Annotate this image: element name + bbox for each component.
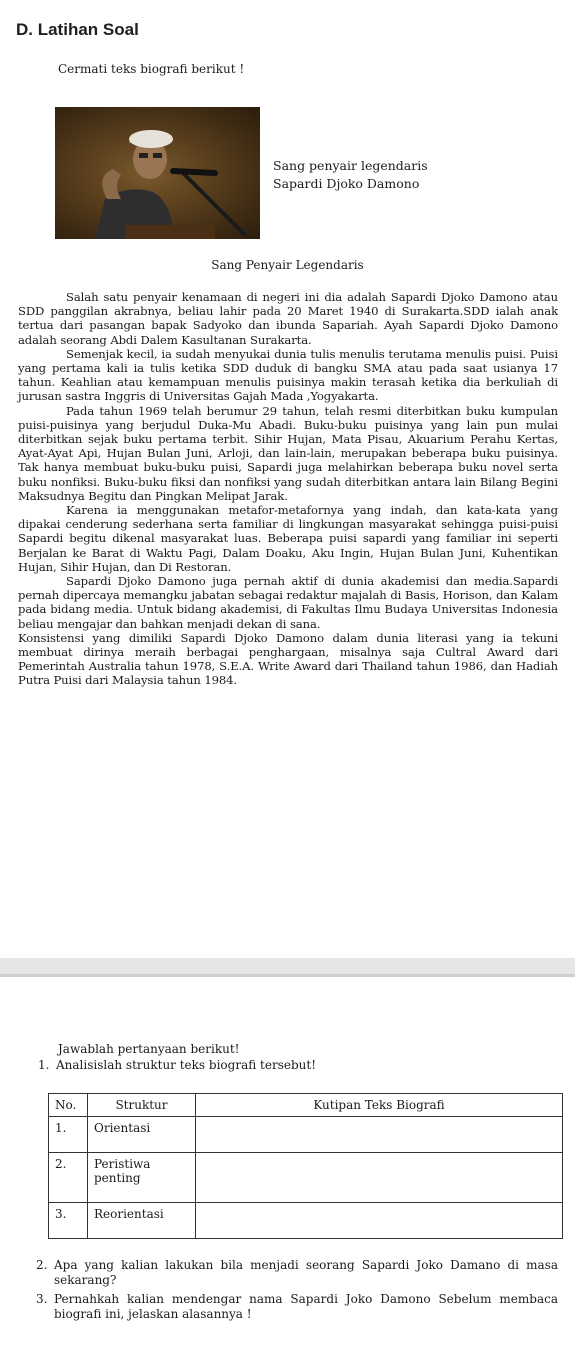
paragraph: Semenjak kecil, ia sudah menyukai dunia tulis menulis terutama menulis puisi. Puisi yang pertama kali ia tulis ketika SDD duduk di bangku SMA atau pada saat usianya 17 tahun. Keahlian atau kemampuan menulis puisinya makin terasah ketika dia berkuliah di jurusan sastra Inggris di Universitas Gajah Mada ,Yogyakarta. (18, 346, 558, 404)
paragraph: Pada tahun 1969 telah berumur 29 tahun, telah resmi diterbitkan buku kumpulan puisi-puisinya yang berjudul Duka-Mu Abadi. Buku-buku puisinya yang lain pun mulai diterbitkan sejak buku pertama terbit. Sihir Hujan, Mata Pisau, Akuarium Perahu Kertas, Ayat-Ayat Api, Hujan Bulan Juni, Arloji, dan lain-lain, merupakan beberapa buku puisinya. Tak hanya membuat buku-buku puisi, Sapardi juga melahirkan beberapa buku novel serta buku nonfiksi. Buku-buku fiksi dan nonfiksi yang sudah diterbitkan antara lain Bilang Begini Maksudnya Begitu dan Pingkan Melipat Jarak. (18, 403, 558, 503)
poet-photo (55, 107, 260, 239)
paragraph: Salah satu penyair kenamaan di negeri ini dia adalah Sapardi Djoko Damono atau SDD panggilan akrabnya, beliau lahir pada 20 Maret 1940 di Surakarta.SDD ialah anak tertua dari pasangan bapak Sadyoko dan ibunda Sapariah. Ayah Sapardi Djoko Damono adalah seorang Abdi Dalem Kasultanan Surakarta. (18, 290, 558, 347)
biography-text (18, 290, 558, 688)
question-1 (38, 1058, 316, 1072)
cell-kutipan[interactable] (196, 1117, 563, 1153)
question-text: Pernahkah kalian mendengar nama Sapardi Joko Damono Sebelum membaca biografi ini, jelaskan alasannya ! (54, 1292, 558, 1321)
question-number: 1. (38, 1058, 50, 1072)
question-number: 3. (36, 1292, 48, 1306)
structure-table (48, 1093, 563, 1239)
question-text: Analisislah struktur teks biografi tersebut! (56, 1058, 317, 1072)
intro-text: Cermati teks biografi berikut ! (58, 62, 245, 76)
cell-no: 3. (49, 1203, 88, 1239)
table-row (49, 1153, 563, 1203)
table-row (49, 1117, 563, 1153)
table-row (49, 1203, 563, 1239)
paragraph: Konsistensi yang dimiliki Sapardi Djoko Damono dalam dunia literasi yang ia tekuni membuat dirinya meraih berbagai penghargaan, misalnya saja Cultral Award dari Pemerintah Australia tahun 1978, S.E.A. Write Award dari Thailand tahun 1986, dan Hadiah Putra Puisi dari Malaysia tahun 1984. (18, 630, 558, 688)
cell-no: 2. (49, 1153, 88, 1203)
question-text: Apa yang kalian lakukan bila menjadi seorang Sapardi Joko Damano di masa sekarang? (54, 1258, 558, 1287)
question-2 (36, 1258, 558, 1288)
paragraph: Sapardi Djoko Damono juga pernah aktif di dunia akademisi dan media.Sapardi pernah dipercaya memangku jabatan sebagai redaktur majalah di Basis, Horison, dan Kalam pada bidang media. Untuk bidang akademisi, di Fakultas Ilmu Budaya Universitas Indonesia beliau mengajar dan bahkan menjadi dekan di sana. (18, 574, 558, 631)
cell-struktur: Reorientasi (88, 1203, 196, 1239)
cell-kutipan[interactable] (196, 1153, 563, 1203)
question-3 (36, 1292, 558, 1322)
paragraph: Karena ia menggunakan metafor-metafornya yang indah, dan kata-kata yang dipakai cenderung sederhana serta familiar di lingkungan masyarakat sehingga puisi-puisi Sapardi begitu dikenal masyarakat luas. Beberapa puisi sapardi yang familiar ini seperti Berjalan ke Barat di Waktu Pagi, Dalam Doaku, Aku Ingin, Hujan Bulan Juni, Kuhentikan Hujan, Sihir Hujan, dan Di Restoran. (18, 503, 558, 574)
poet-photo-illustration (55, 107, 260, 239)
photo-caption (273, 157, 428, 193)
questions-instruction: Jawablah pertanyaan berikut! (58, 1042, 240, 1056)
question-number: 2. (36, 1258, 48, 1272)
header-kutipan: Kutipan Teks Biografi (196, 1094, 563, 1117)
cell-struktur: Orientasi (88, 1117, 196, 1153)
page-divider (0, 958, 575, 974)
cell-struktur: Peristiwa penting (88, 1153, 196, 1203)
page-divider-line (0, 974, 575, 977)
passage-title: Sang Penyair Legendaris (211, 258, 364, 272)
table-header-row (49, 1094, 563, 1117)
section-heading: D. Latihan Soal (16, 20, 139, 39)
header-struktur: Struktur (88, 1094, 196, 1117)
cell-no: 1. (49, 1117, 88, 1153)
caption-line-2: Sapardi Djoko Damono (273, 176, 420, 191)
header-no: No. (49, 1094, 88, 1117)
caption-line-1: Sang penyair legendaris (273, 158, 428, 173)
cell-kutipan[interactable] (196, 1203, 563, 1239)
